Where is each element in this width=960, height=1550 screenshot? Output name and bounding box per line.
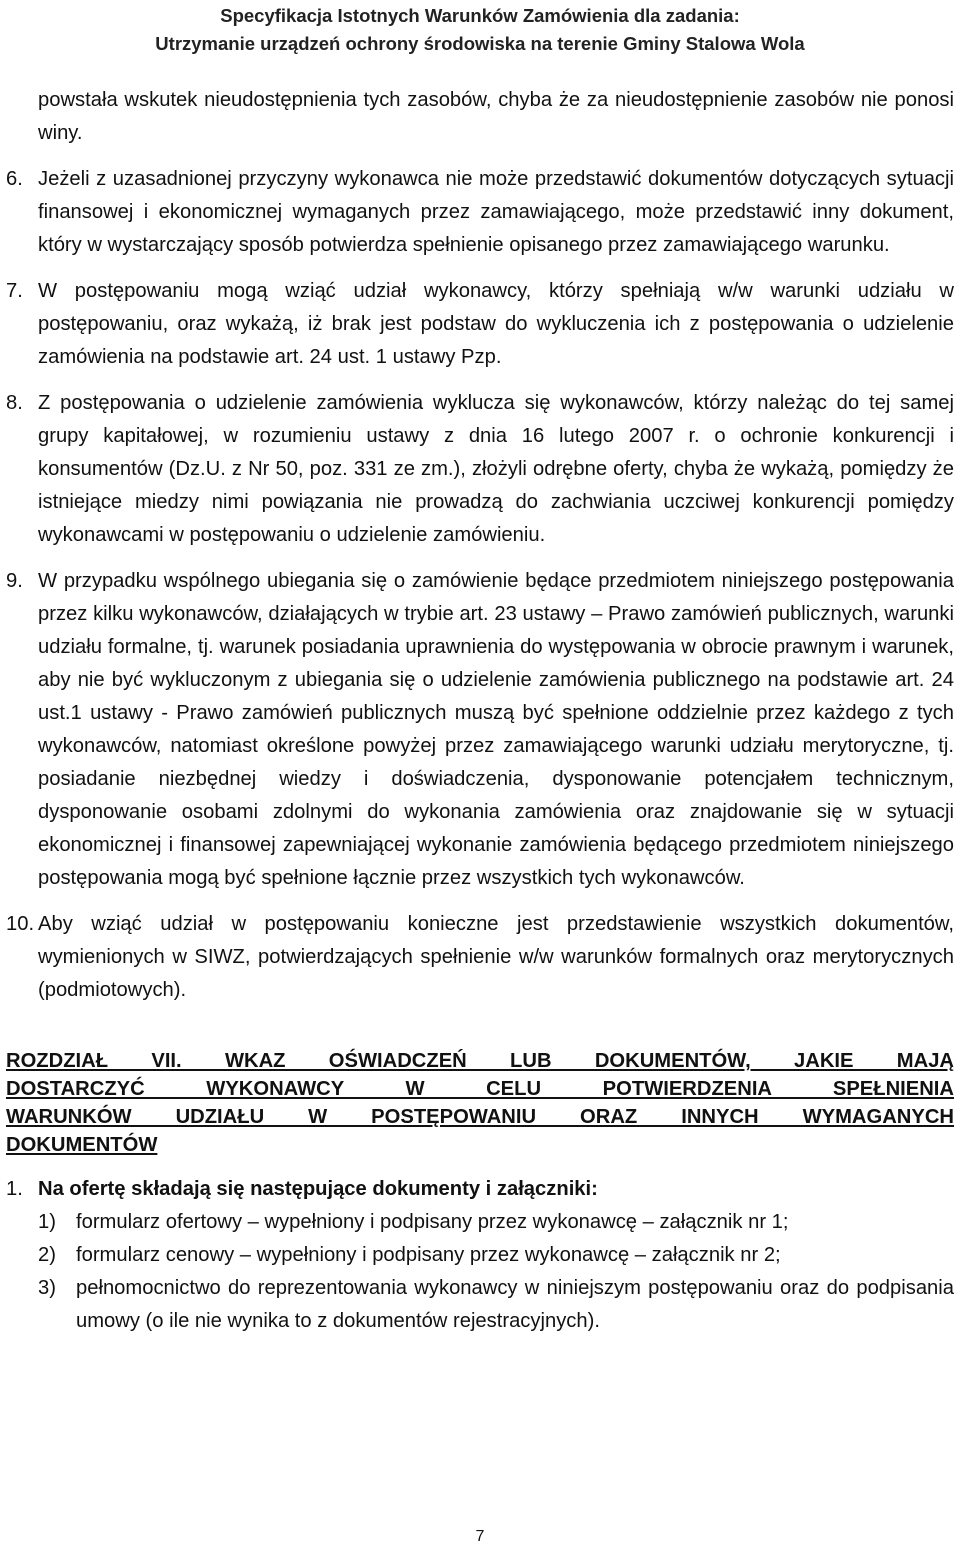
- sub-item-2: [6, 1239, 954, 1272]
- section-item-title: Na ofertę składają się następujące dokumenty i załączniki:: [38, 1178, 598, 1200]
- list-item-text: Aby wziąć udział w postępowaniu konieczne jest przedstawienie wszystkich dokumentów, wymienionych w SIWZ, potwierdzających spełnienie w/w warunków formalnych oraz merytorycznych (podmiotowych).: [38, 913, 954, 1001]
- sub-item-number: 1): [38, 1211, 56, 1233]
- sub-item-text: formularz ofertowy – wypełniony i podpisany przez wykonawcę – załącznik nr 1;: [76, 1211, 789, 1233]
- list-item-number: 8.: [6, 392, 23, 414]
- chapter-heading-line-4: DOKUMENTÓW: [6, 1134, 158, 1156]
- section-item-1: [6, 1173, 954, 1206]
- document-header: [6, 0, 954, 58]
- list-item-number: 10.: [6, 913, 35, 935]
- list-item-6: [6, 163, 954, 262]
- sub-item-number: 2): [38, 1244, 56, 1266]
- list-item-text: Jeżeli z uzasadnionej przyczyny wykonawca nie może przedstawić dokumentów dotyczących sytuacji finansowej i ekonomicznej wymaganych przez zamawiającego, może przedstawić inny dokument, który w wystarczający sposób potwierdza spełnienie opisanego przez zamawiającego warunku.: [38, 168, 954, 256]
- list-item-text: W przypadku wspólnego ubiegania się o zamówienie będące przedmiotem niniejszego postępowania przez kilku wykonawców, działających w trybie art. 23 ustawy – Prawo zamówień publicznych, warunki udziału formalne, tj. warunek posiadania uprawnienia do występowania w obrocie prawnym i warunek, aby nie być wykluczonym z ubiegania się o udzielenie zamówienia publicznego na podstawie art. 24 ust.1 ustawy - Prawo zamówień publicznych muszą być spełnione oddzielnie przez każdego z tych wykonawców, natomiast określone powyżej przez zamawiającego warunki udziału merytoryczne, tj. posiadanie niezbędnej wiedzy i doświadczenia, dysponowanie potencjałem technicznym, dysponowanie osobami zdolnymi do wykonania zamówienia oraz znajdowanie się w sytuacji ekonomicznej i finansowej zapewniającej wykonanie zamówienia będącego przedmiotem niniejszego postępowania mogą być spełnione łącznie przez wszystkich tych wykonawców.: [38, 570, 954, 889]
- list-item-number: 9.: [6, 570, 23, 592]
- sub-item-text: formularz cenowy – wypełniony i podpisany przez wykonawcę – załącznik nr 2;: [76, 1244, 781, 1266]
- list-item-text: W postępowaniu mogą wziąć udział wykonawcy, którzy spełniają w/w warunki udziału w postępowaniu, oraz wykażą, iż brak jest podstaw do wykluczenia ich z postępowania o udzielenie zamówienia na podstawie art. 24 ust. 1 ustawy Pzp.: [38, 280, 954, 368]
- chapter-heading-line-3: WARUNKÓW UDZIAŁU W POSTĘPOWANIU ORAZ INNYCH WYMAGANYCH: [6, 1106, 954, 1128]
- list-item-10: [6, 908, 954, 1007]
- header-title-line-2: Utrzymanie urządzeń ochrony środowiska na terenie Gminy Stalowa Wola: [155, 33, 805, 54]
- list-item-number: 7.: [6, 280, 23, 302]
- sub-item-number: 3): [38, 1277, 56, 1299]
- chapter-heading-line-1: ROZDZIAŁ VII. WKAZ OŚWIADCZEŃ LUB DOKUMENTÓW, JAKIE MAJĄ: [6, 1050, 954, 1072]
- chapter-heading: [6, 1047, 954, 1159]
- required-documents-section: [6, 1173, 954, 1338]
- list-item-7: [6, 275, 954, 374]
- list-item-text: Z postępowania o udzielenie zamówienia wyklucza się wykonawców, którzy należąc do tej samej grupy kapitałowej, w rozumieniu ustawy z dnia 16 lutego 2007 r. o ochronie konkurencji i konsumentów (Dz.U. z Nr 50, poz. 331 ze zm.), złożyli odrębne oferty, chyba że wykażą, pomiędzy że istniejące miedzy nimi powiązania nie prowadzą do zachwiania uczciwej konkurencji pomiędzy wykonawcami w postępowaniu o udzielenie zamówieniu.: [38, 392, 954, 546]
- header-title-line-1: Specyfikacja Istotnych Warunków Zamówienia dla zadania:: [220, 5, 740, 26]
- chapter-heading-line-2: DOSTARCZYĆ WYKONAWCY W CELU POTWIERDZENIA SPEŁNIENIA: [6, 1078, 954, 1100]
- sub-item-1: [6, 1206, 954, 1239]
- conditions-list: [6, 84, 954, 1007]
- sub-item-3: [6, 1272, 954, 1338]
- sub-item-text: pełnomocnictwo do reprezentowania wykonawcy w niniejszym postępowaniu oraz do podpisania umowy (o ile nie wynika to z dokumentów rejestracyjnych).: [76, 1277, 954, 1332]
- list-item-9: [6, 565, 954, 895]
- list-item-8: [6, 387, 954, 552]
- section-item-number: 1.: [6, 1178, 23, 1200]
- page-number: 7: [475, 1528, 485, 1545]
- list-item-number: 6.: [6, 168, 23, 190]
- continuation-paragraph: powstała wskutek nieudostępnienia tych zasobów, chyba że za nieudostępnienie zasobów nie ponosi winy.: [38, 89, 954, 144]
